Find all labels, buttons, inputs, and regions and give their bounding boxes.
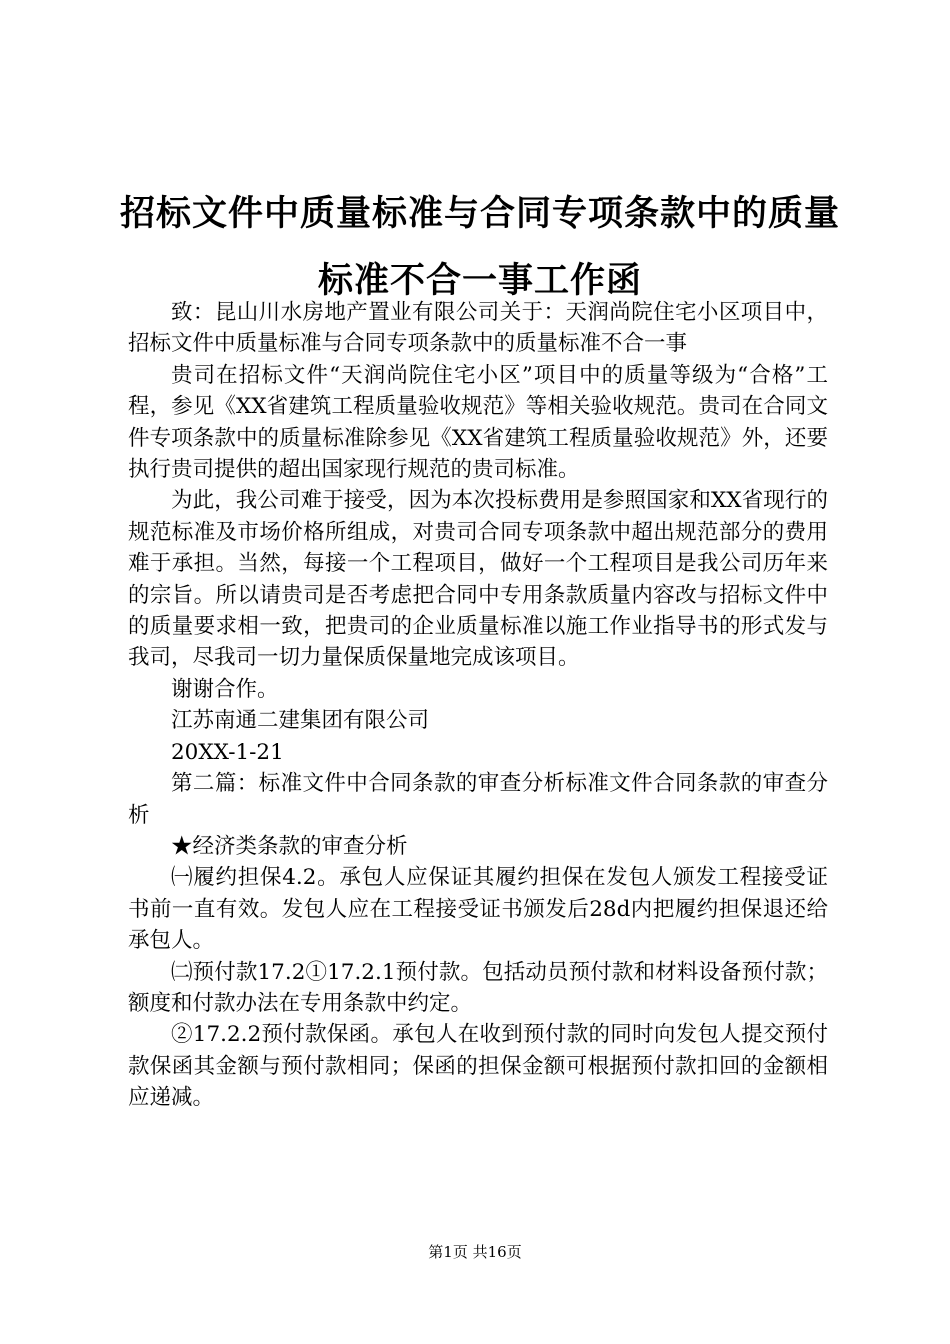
paragraph-thanks: 谢谢合作。 xyxy=(171,676,279,702)
paragraph-quality-standard: 贵司在招标文件“天润尚院住宅小区”项目中的质量等级为“合格”工程，参见《XX省建筑工程质量验收规范》等相关验收规范。贵司在合同文件专项条款中的质量标准除参见《XX省建筑工程质量验收规范》外，还要执行贵司提供的超出国家现行规范的贵司标准。 xyxy=(128,362,828,483)
title-line-1: 招标文件中质量标准与合同专项条款中的质量 xyxy=(119,193,840,234)
document-body xyxy=(128,297,828,1114)
document-title xyxy=(110,180,850,314)
paragraph-second-article-title: 第二篇：标准文件中合同条款的审查分析标准文件合同条款的审查分析 xyxy=(128,771,828,828)
title-line-2: 标准不合一事工作函 xyxy=(317,260,642,301)
paragraph-signature-date: 20XX-1-21 xyxy=(171,739,284,765)
paragraph-performance-guarantee: ㈠履约担保4.2。承包人应保证其履约担保在发包人颁发工程接受证书前一直有效。发包人应在工程接受证书颁发后28d内把履约担保退还给承包人。 xyxy=(128,865,828,954)
paragraph-signature-company: 江苏南通二建集团有限公司 xyxy=(171,708,430,734)
paragraph-addressee: 致：昆山川水房地产置业有限公司关于：天润尚院住宅小区项目中，招标文件中质量标准与合同专项条款中的质量标准不合一事 xyxy=(128,300,828,357)
paragraph-advance-payment: ㈡预付款17.2①17.2.1预付款。包括动员预付款和材料设备预付款；额度和付款办法在专用条款中约定。 xyxy=(128,959,828,1016)
paragraph-request: 为此，我公司难于接受，因为本次投标费用是参照国家和XX省现行的规范标准及市场价格所组成，对贵司合同专项条款中超出规范部分的费用难于承担。当然，每接一个工程项目，做好一个工程项目是我公司历年来的宗旨。所以请贵司是否考虑把合同中专用条款质量内容改与招标文件中的质量要求相一致，把贵司的企业质量标准以施工作业指导书的形式发与我司，尽我司一切力量保质保量地完成该项目。 xyxy=(128,488,828,671)
page-footer: 第1页 共16页 xyxy=(428,1243,522,1261)
paragraph-advance-payment-guarantee: ②17.2.2预付款保函。承包人在收到预付款的同时向发包人提交预付款保函其金额与预付款相同；保函的担保金额可根据预付款扣回的金额相应递减。 xyxy=(128,1022,828,1111)
paragraph-section-heading: ★经济类条款的审查分析 xyxy=(171,833,408,859)
